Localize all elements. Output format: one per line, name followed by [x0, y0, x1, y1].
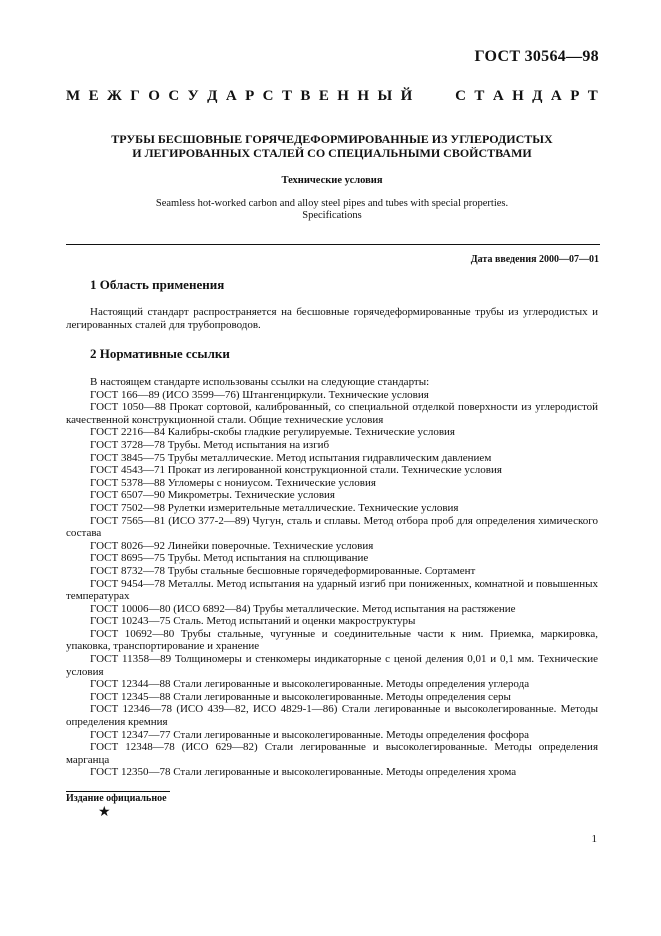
- reference-item: ГОСТ 12344—88 Стали легированные и высоколегированные. Методы определения углерода: [90, 678, 530, 691]
- heading-letter: Д: [532, 88, 543, 104]
- heading-letter: Р: [570, 88, 580, 104]
- reference-item: ГОСТ 9454—78 Металлы. Метод испытания на ударный изгиб при пониженных, комнатной и повышенных температурах: [66, 577, 598, 603]
- heading-letter: А: [225, 88, 237, 104]
- introduction-date: Дата введения 2000—07—01: [470, 254, 599, 265]
- heading-word-gap: [421, 88, 447, 105]
- star-icon: ★: [98, 805, 111, 820]
- section-1-text: [66, 306, 598, 331]
- heading-letter: У: [187, 88, 199, 104]
- english-title-line-1: Seamless hot-worked carbon and alloy steel pipes and tubes with special properties.: [155, 198, 509, 209]
- normative-references: [66, 376, 598, 779]
- reference-item: ГОСТ 1050—88 Прокат сортовой, калиброванный, со специальной отделкой поверхности из углеродистой качественной конструкционной стали. Общие технические условия: [66, 401, 598, 426]
- heading-letter: Ж: [107, 88, 122, 104]
- reference-item: ГОСТ 12346—78 (ИСО 439—82, ИСО 4829-1—86) Стали легированные и высоколегированные. Методы определения кремния: [66, 703, 598, 729]
- title-line-1: ТРУБЫ БЕСШОВНЫЕ ГОРЯЧЕДЕФОРМИРОВАННЫЕ ИЗ УГЛЕРОДИСТЫХ: [111, 132, 553, 146]
- heading-letter: Й: [400, 88, 413, 104]
- reference-item: ГОСТ 12348—78 (ИСО 629—82) Стали легированные и высоколегированные. Методы определения марганца: [66, 741, 598, 766]
- section-1-body: Настоящий стандарт распространяется на бесшовные горячедеформированные трубы из углеродистых и легированных сталей для трубопроводов.: [66, 306, 598, 331]
- document-title: [66, 132, 598, 160]
- heading-letter: В: [300, 88, 311, 104]
- heading-letter: О: [148, 88, 160, 104]
- section-1-heading: 1 Область применения: [90, 277, 225, 292]
- reference-item: ГОСТ 2216—84 Калибры-скобы гладкие регулируемые. Технические условия: [90, 426, 455, 439]
- footer-divider: [66, 791, 170, 792]
- reference-item: ГОСТ 8695—75 Трубы. Метод испытания на сплющивание: [90, 552, 369, 565]
- heading-letter: Ы: [377, 88, 393, 104]
- reference-item: ГОСТ 7565—81 (ИСО 377-2—89) Чугун, сталь и сплавы. Метод отбора проб для определения химического состава: [66, 514, 598, 540]
- english-title-line-2: Specifications: [302, 210, 362, 221]
- reference-item: ГОСТ 4543—71 Прокат из легированной конструкционной стали. Технические условия: [90, 464, 502, 477]
- reference-item: ГОСТ 6507—90 Микрометры. Технические условия: [90, 489, 335, 502]
- heading-letter: С: [455, 88, 466, 104]
- document-number: ГОСТ 30564—98: [474, 48, 599, 65]
- heading-letter: Е: [88, 88, 99, 104]
- reference-item: ГОСТ 8026—92 Линейки поверочные. Технические условия: [90, 539, 374, 552]
- heading-letter: С: [262, 88, 274, 104]
- reference-item: ГОСТ 3845—75 Трубы металлические. Метод испытания гидравлическим давлением: [90, 451, 492, 464]
- references-intro: В настоящем стандарте использованы ссылки на следующие стандарты:: [90, 376, 430, 388]
- section-2-heading: 2 Нормативные ссылки: [90, 346, 230, 361]
- heading-letter: А: [550, 88, 562, 104]
- title-line-2: И ЛЕГИРОВАННЫХ СТАЛЕЙ СО СПЕЦИАЛЬНЫМИ СВОЙСТВАМИ: [132, 146, 532, 160]
- reference-item: ГОСТ 10243—75 Сталь. Метод испытаний и оценки макроструктуры: [90, 615, 416, 628]
- reference-item: ГОСТ 166—89 (ИСО 3599—76) Штангенциркули. Технические условия: [90, 388, 429, 401]
- reference-item: ГОСТ 12345—88 Стали легированные и высоколегированные. Методы определения серы: [90, 690, 511, 703]
- reference-item: ГОСТ 12350—78 Стали легированные и высоколегированные. Методы определения хрома: [90, 766, 517, 779]
- heading-letter: Н: [337, 88, 349, 104]
- header-divider: [66, 244, 600, 245]
- reference-item: ГОСТ 8732—78 Трубы стальные бесшовные горячедеформированные. Сортамент: [90, 564, 476, 577]
- reference-item: ГОСТ 5378—88 Угломеры с нониусом. Технические условия: [90, 476, 376, 489]
- heading-letter: С: [168, 88, 180, 104]
- official-edition-label: Издание официальное: [66, 793, 167, 804]
- reference-item: ГОСТ 3728—78 Трубы. Метод испытания на изгиб: [90, 438, 330, 451]
- reference-item: ГОСТ 11358—89 Толщиномеры и стенкомеры индикаторные с ценой деления 0,01 и 0,1 мм. Технические условия: [66, 653, 598, 678]
- heading-letter: А: [492, 88, 504, 104]
- heading-letter: М: [66, 88, 81, 104]
- heading-letter: Т: [281, 88, 292, 104]
- heading-letter: Т: [587, 88, 598, 104]
- document-subtitle: Технические условия: [281, 175, 383, 186]
- heading-letter: Г: [130, 88, 140, 104]
- page-number: 1: [591, 833, 597, 845]
- reference-item: ГОСТ 7502—98 Рулетки измерительные металлические. Технические условия: [90, 501, 459, 514]
- heading-letter: Е: [318, 88, 329, 104]
- heading-letter: Т: [474, 88, 485, 104]
- english-title: [66, 198, 598, 222]
- heading-letter: Н: [357, 88, 370, 104]
- reference-item: ГОСТ 12347—77 Стали легированные и высоколегированные. Методы определения фосфора: [90, 728, 530, 741]
- interstate-standard-heading: [66, 88, 598, 105]
- heading-letter: Р: [245, 88, 255, 104]
- reference-item: ГОСТ 10006—80 (ИСО 6892—84) Трубы металлические. Метод испытания на растяжение: [90, 602, 516, 615]
- heading-letter: Д: [207, 88, 218, 104]
- heading-letter: Н: [512, 88, 524, 104]
- reference-item: ГОСТ 10692—80 Трубы стальные, чугунные и соединительные части к ним. Приемка, маркировка, упаковка, транспортирование и хранение: [66, 627, 598, 653]
